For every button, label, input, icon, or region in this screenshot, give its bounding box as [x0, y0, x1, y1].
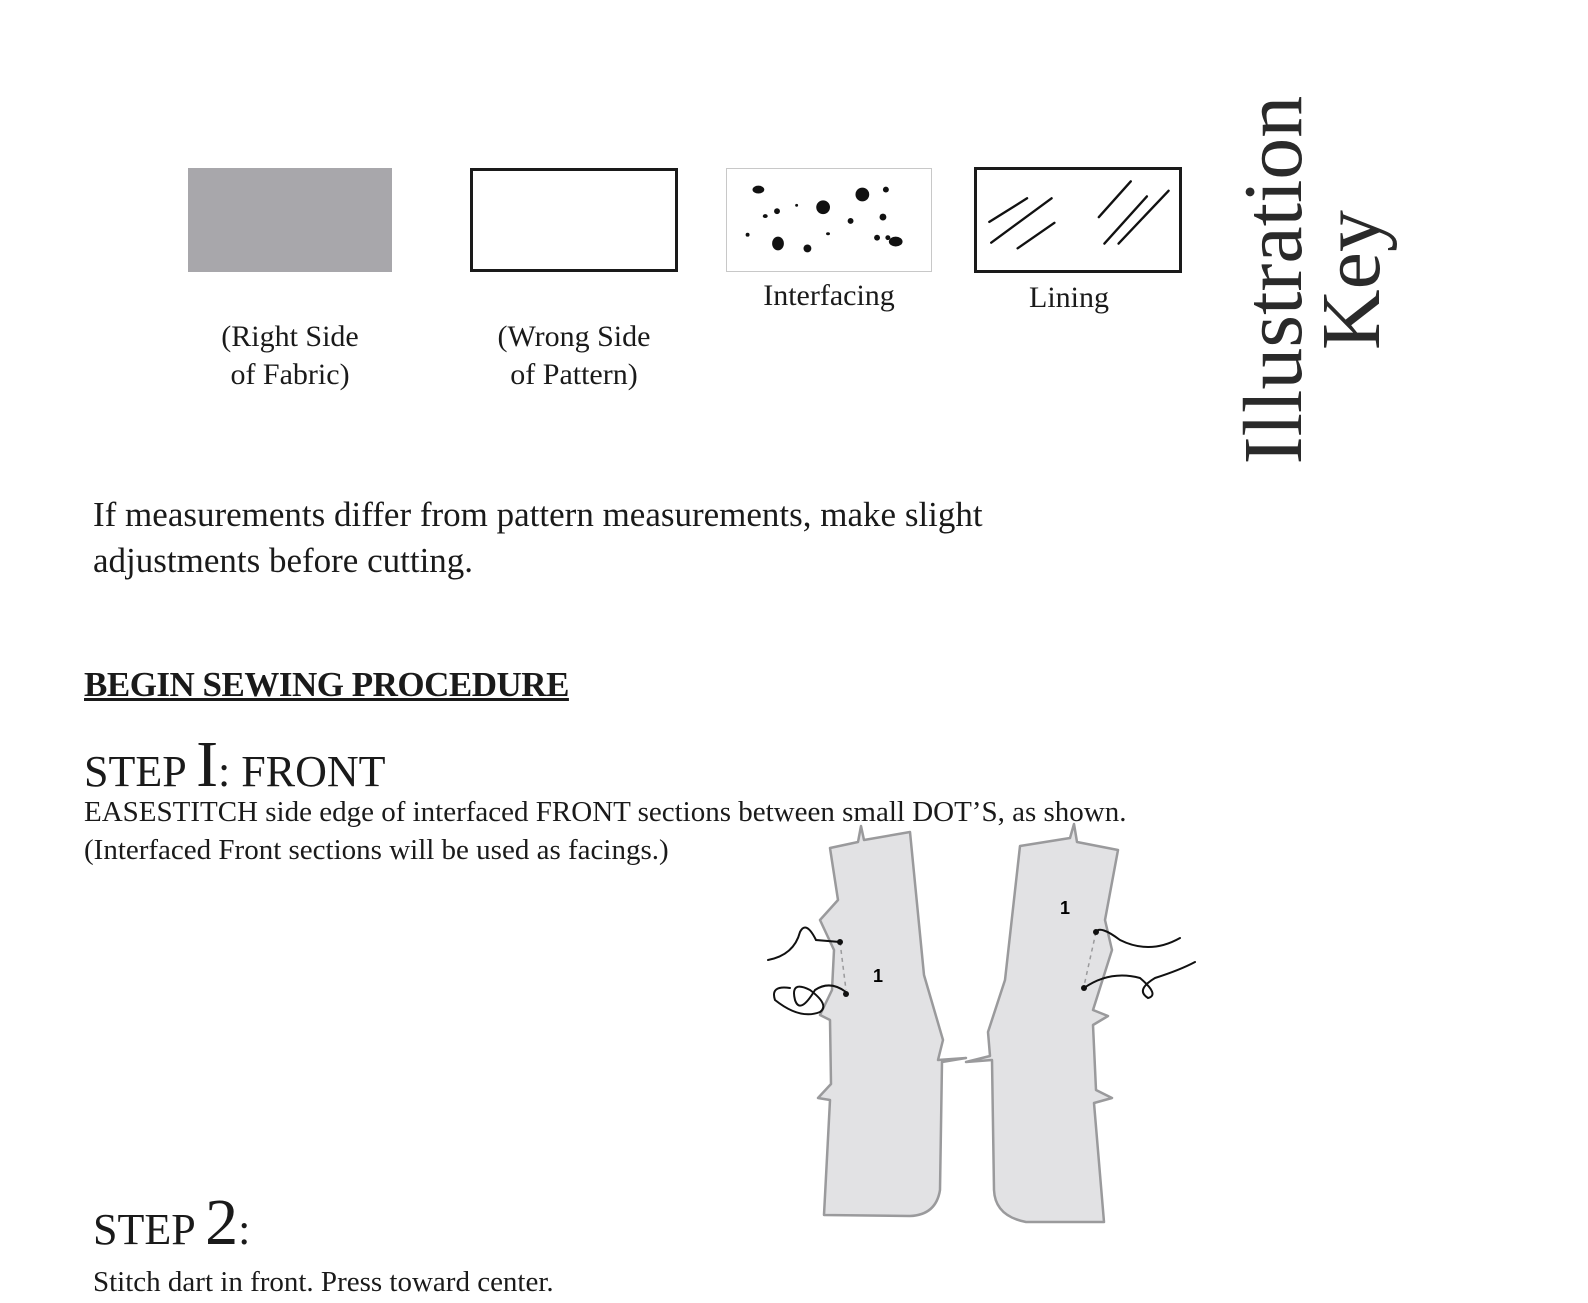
step1-line2: (Interfaced Front sections will be used as facings.): [84, 834, 669, 866]
interfacing-swatch: [726, 168, 932, 272]
lining-swatch: [974, 167, 1182, 273]
illustration-key-title: [1227, 60, 1465, 500]
step1-line1: EASESTITCH side edge of interfaced FRONT sections between small DOT’S, as shown.: [84, 796, 1127, 828]
right-piece-number: 1: [1060, 898, 1071, 918]
right-side-fabric-swatch: [188, 168, 392, 272]
illustration-key-title-line1: Illustration: [1227, 95, 1320, 465]
intro-paragraph: If measurements differ from pattern measurements, make slight adjustments before cutting.: [93, 495, 983, 580]
interfacing-dots-icon: [727, 169, 931, 271]
step2-instructions: Stitch dart in front. Press toward center.: [93, 1266, 554, 1298]
step2-prefix: STEP: [93, 1205, 195, 1254]
step2-heading: [93, 1186, 251, 1260]
interfacing-caption: Interfacing: [763, 279, 895, 312]
procedure-heading: BEGIN SEWING PROCEDURE: [84, 665, 569, 704]
step1-prefix: STEP: [84, 747, 186, 796]
step1-suffix: : FRONT: [218, 747, 386, 796]
illustration-key-title-line2: Key: [1305, 210, 1398, 350]
step1-heading: [84, 728, 386, 802]
wrong-side-caption: (Wrong Side of Pattern): [497, 320, 651, 391]
front-pieces-illustration: [760, 820, 1220, 1240]
left-piece-number: 1: [873, 966, 884, 986]
lining-hatch-icon: [977, 170, 1179, 270]
step1-number: I: [196, 728, 219, 801]
right-side-caption: (Right Side of Fabric): [221, 320, 359, 391]
lining-caption: Lining: [1029, 281, 1109, 314]
step2-suffix: :: [238, 1205, 251, 1254]
wrong-side-pattern-swatch: [470, 168, 678, 272]
step2-number: 2: [205, 1186, 239, 1259]
